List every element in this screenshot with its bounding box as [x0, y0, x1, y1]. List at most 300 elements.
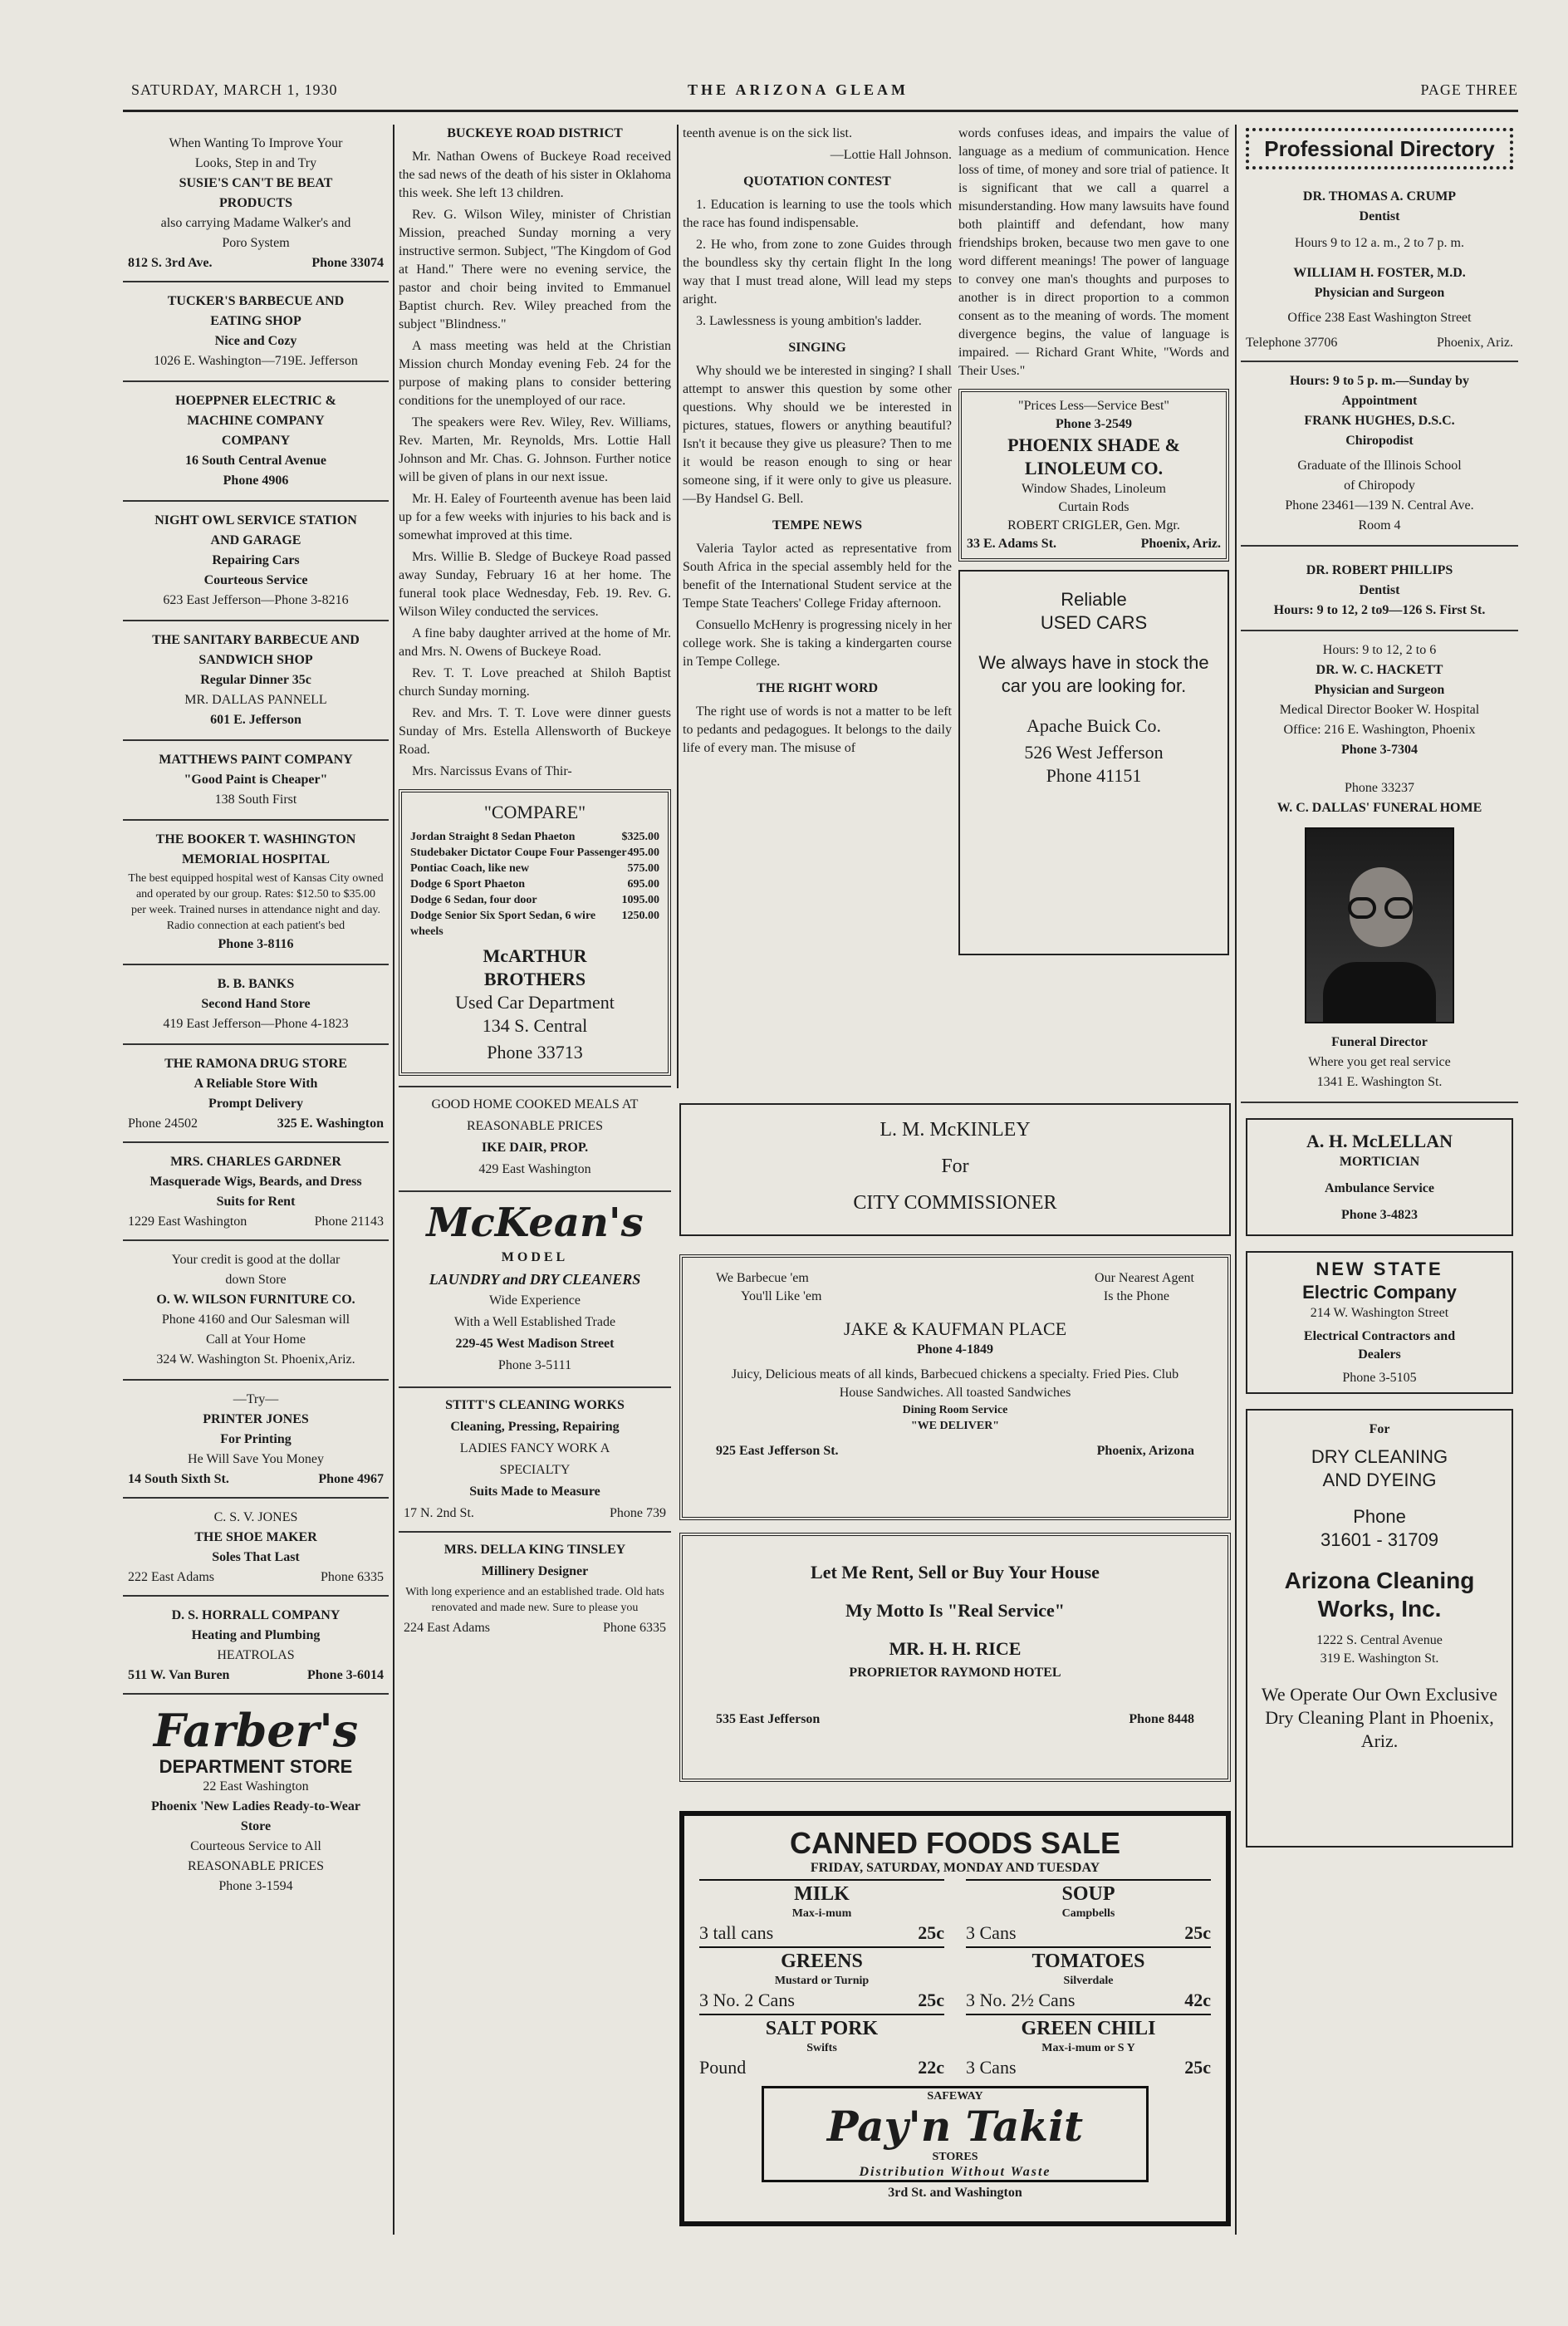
article-paragraph: A mass meeting was held at the Christian Mission church Monday evening Feb. 24 for the purpose of making plans to consider bettering conditions for the unemployed of our race.: [399, 339, 671, 408]
ad-text: Poro System: [222, 236, 290, 250]
page-number: PAGE THREE: [1420, 81, 1518, 98]
ad-text: MODEL: [501, 1250, 569, 1264]
ad-text: MR. DALLAS PANNELL: [184, 693, 327, 707]
car-model: Studebaker Dictator Coupe Four Passenger: [410, 846, 627, 859]
sale-item-qty: 3 No. 2½ Cans: [966, 1990, 1076, 2010]
ad-text: CITY COMMISSIONER: [853, 1192, 1057, 1214]
ad-arizona-cleaning: [1246, 1409, 1513, 1848]
ad-name: MRS. CHARLES GARDNER: [170, 1155, 341, 1169]
sale-item-name: TOMATOES: [1031, 1951, 1145, 1972]
ad-text: LADIES FANCY WORK A: [459, 1441, 610, 1455]
ad-tucker: [123, 282, 389, 382]
car-model: Dodge 6 Sport Phaeton: [410, 878, 526, 891]
ad-text: "Prices Less—Service Best": [1018, 399, 1169, 413]
car-price: $325.00: [621, 831, 659, 843]
mckean-logo: McKean's: [426, 1200, 644, 1246]
listing-hours: Hours 9 to 12 a. m., 2 to 7 p. m.: [1295, 236, 1464, 250]
ad-text: Heating and Plumbing: [191, 1628, 321, 1642]
listing-name: Works, Inc.: [1317, 1596, 1442, 1622]
sale-item-qty: 3 No. 2 Cans: [699, 1990, 795, 2010]
ad-text: Curtain Rods: [1058, 500, 1129, 514]
sale-items: [699, 1879, 1211, 2081]
listing-address: 1222 S. Central Avenue: [1316, 1633, 1443, 1647]
listing-name: DR. THOMAS A. CRUMP: [1302, 189, 1457, 204]
ad-name: MRS. DELLA KING TINSLEY: [443, 1543, 626, 1557]
ad-name: SANDWICH SHOP: [198, 653, 313, 667]
ad-name: THE SANITARY BARBECUE AND: [152, 633, 360, 647]
car-price: 495.00: [627, 846, 659, 859]
ad-address: 16 South Central Avenue: [185, 454, 326, 468]
ad-address: 812 S. 3rd Ave.: [128, 256, 213, 270]
ad-address: 134 S. Central: [482, 1015, 588, 1036]
ad-text: "WE DELIVER": [910, 1420, 1000, 1432]
ad-name: DEPARTMENT STORE: [159, 1756, 353, 1777]
sale-item-price-row: [699, 1921, 944, 1945]
sale-item-qty: 3 tall cans: [699, 1922, 774, 1943]
listing-dallas-funeral: [1241, 769, 1518, 1103]
ad-address: 22 East Washington: [203, 1779, 309, 1794]
ad-address: 419 East Jefferson—Phone 4-1823: [163, 1017, 349, 1031]
ad-horrall: [123, 1597, 389, 1695]
sale-item-brand: Swifts: [806, 2042, 837, 2054]
ad-name: Pay'n Takit: [826, 2102, 1084, 2151]
car-price: 575.00: [627, 862, 659, 875]
sale-item-brand: Max-i-mum: [791, 1907, 852, 1920]
article-byline: —Lottie Hall Johnson.: [830, 148, 952, 162]
car-price-row: [410, 876, 659, 892]
ad-name: MR. H. H. RICE: [889, 1638, 1022, 1659]
ad-address: 1229 East Washington: [128, 1215, 247, 1229]
listing-city: Phoenix, Ariz.: [1437, 336, 1513, 350]
ad-phone: Phone 24502: [128, 1116, 198, 1131]
listing-address: Room 4: [1358, 518, 1401, 532]
ad-text: REASONABLE PRICES: [187, 1859, 325, 1873]
ad-text: Window Shades, Linoleum: [1022, 482, 1166, 496]
car-model: Jordan Straight 8 Sedan Phaeton: [410, 831, 576, 843]
article-paragraph: teenth avenue is on the sick list.: [683, 126, 852, 140]
ad-name: McARTHUR: [483, 945, 587, 966]
ad-name: D. S. HORRALL COMPANY: [171, 1608, 341, 1622]
article-paragraph: 2. He who, from zone to zone Guides through the boundless sky thy certain flight In the long way that I must tread alone, Will lead my steps aright.: [683, 238, 952, 307]
page-header: [123, 81, 1518, 106]
ad-address: 14 South Sixth St.: [128, 1472, 229, 1486]
listing-role: Physician and Surgeon: [1314, 683, 1445, 697]
article-headline: SINGING: [788, 341, 846, 355]
ad-name: AND GARAGE: [210, 533, 301, 547]
listing-text: For: [1369, 1422, 1390, 1436]
sale-item-name: MILK: [794, 1883, 850, 1905]
article-paragraph: 3. Lawlessness is young ambition's ladder.: [696, 314, 922, 328]
ad-address: 526 West Jefferson: [1024, 742, 1164, 763]
ad-text: USED CARS: [1040, 612, 1148, 633]
ad-address: 229-45 West Madison Street: [455, 1337, 615, 1351]
car-price-row: [410, 845, 659, 861]
sale-item-price: 42c: [1184, 1990, 1211, 2010]
ad-text: GOOD HOME COOKED MEALS AT: [431, 1097, 639, 1111]
car-price: 1095.00: [621, 894, 659, 906]
ad-shoemaker: [123, 1499, 389, 1597]
article-paragraph: Mrs. Willie B. Sledge of Buckeye Road passed away Sunday, February 16 at her home. The funeral took place Wednesday, Feb. 19. Rev. G. Wilson Wiley conducted the services.: [399, 550, 671, 619]
sale-item-price: 22c: [918, 2057, 944, 2078]
ad-text: Is the Phone: [1103, 1289, 1169, 1303]
ad-address: 224 East Adams: [404, 1621, 490, 1635]
listing-phone: Phone 33237: [1345, 781, 1414, 795]
ad-stitt: [399, 1388, 671, 1533]
ad-text: down Store: [225, 1273, 287, 1287]
ad-text: FRIDAY, SATURDAY, MONDAY AND TUESDAY: [810, 1861, 1100, 1875]
ad-text: The best equipped hospital west of Kansas City owned and operated by our group. Rates: $12.50 to $35.00 per week. Trained nurses in attendance night and day. Radio connection at each patient's bed: [128, 872, 384, 932]
ad-name: LAUNDRY and DRY CLEANERS: [429, 1271, 641, 1288]
ad-address: 325 E. Washington: [277, 1116, 384, 1131]
ad-text: Millinery Designer: [481, 1564, 589, 1578]
ad-name: PRINTER JONES: [203, 1412, 309, 1426]
ad-name: LINOLEUM CO.: [1024, 458, 1164, 478]
listing-role: Dentist: [1359, 209, 1400, 223]
ad-susie: [123, 125, 389, 282]
listing-text: Electrical Contractors and: [1303, 1329, 1456, 1343]
listing-name: Electric Company: [1302, 1282, 1457, 1303]
sale-item-price: 25c: [1184, 1922, 1211, 1943]
safeway-logo: [762, 2086, 1149, 2182]
sale-item-price-row: [966, 2056, 1211, 2079]
ad-address: 17 N. 2nd St.: [404, 1506, 474, 1520]
listing-name: WILLIAM H. FOSTER, M.D.: [1293, 266, 1466, 280]
listing-address: Office: 216 E. Washington, Phoenix: [1283, 723, 1476, 737]
ad-text: —Try—: [233, 1392, 279, 1406]
article-headline: QUOTATION CONTEST: [743, 174, 891, 189]
listing-hours: Hours: 9 to 12, 2 to9—126 S. First St.: [1273, 603, 1486, 617]
ad-text: We Barbecue 'em: [716, 1271, 809, 1285]
ad-text: Wide Experience: [489, 1293, 581, 1308]
article-paragraph: Valeria Taylor acted as representative from South Africa in the special assembly held for the benefit of the International Student service at the Tempe State Teachers' College Friday afternoon.: [683, 542, 952, 611]
ad-text: Repairing Cars: [212, 553, 300, 567]
ad-text: HEATROLAS: [217, 1648, 295, 1662]
ad-name: PHOENIX SHADE &: [1007, 434, 1180, 455]
article-paragraph: 1. Education is learning to use the tools which the race has found indispensable.: [683, 198, 952, 230]
ad-name: EATING SHOP: [210, 314, 301, 328]
listing-role: Physician and Surgeon: [1314, 286, 1445, 300]
portrait-suit: [1323, 962, 1436, 1022]
ad-address: 33 E. Adams St.: [967, 537, 1057, 551]
listing-text: Medical Director Booker W. Hospital: [1279, 703, 1480, 717]
listing-address: 214 W. Washington Street: [1310, 1306, 1449, 1320]
ad-mckean: [399, 1192, 671, 1388]
listing-text: Dealers: [1358, 1347, 1401, 1362]
column-rule: [1235, 125, 1237, 2235]
listing-phone: Phone 3-5105: [1342, 1371, 1417, 1385]
ad-matthews: [123, 741, 389, 821]
ad-phone: Phone 4906: [223, 474, 289, 488]
ad-name: MACHINE COMPANY: [187, 414, 325, 428]
ad-text: STORES: [932, 2151, 978, 2163]
glasses-icon: [1348, 897, 1376, 919]
funeral-director-photo: [1305, 827, 1454, 1023]
ad-text: You'll Like 'em: [741, 1289, 822, 1303]
car-model: Dodge 6 Sedan, four door: [410, 894, 537, 906]
ad-address: 324 W. Washington St. Phoenix,Ariz.: [156, 1352, 355, 1367]
ad-phone: Phone 3-6014: [307, 1668, 384, 1682]
ad-text: Call at Your Home: [206, 1332, 306, 1347]
ad-mcarthur: [399, 789, 671, 1076]
ad-phone: Phone 739: [610, 1506, 666, 1520]
listing-address: Phone 23461—139 N. Central Ave.: [1285, 498, 1474, 513]
listing-hours: Appointment: [1341, 394, 1418, 408]
ad-text: For Printing: [220, 1432, 292, 1446]
ad-text: For: [941, 1156, 969, 1177]
ad-address: 623 East Jefferson—Phone 3-8216: [163, 593, 349, 607]
listing-name: NEW STATE: [1316, 1259, 1443, 1279]
listing-text: of Chiropody: [1344, 478, 1415, 493]
car-model: Pontiac Coach, like new: [410, 862, 530, 875]
column-news-4: [958, 125, 1229, 955]
sale-item-brand: Silverdale: [1063, 1975, 1114, 1987]
ad-address: 222 East Adams: [128, 1570, 214, 1584]
ad-text: We always have in stock the car you are looking for.: [978, 652, 1209, 696]
ad-phone: Phone 3-2549: [1056, 417, 1132, 431]
sale-item-price: 25c: [1184, 2057, 1211, 2078]
listing-phone: Phone 3-4823: [1341, 1208, 1418, 1222]
article-paragraph: Rev. T. T. Love preached at Shiloh Baptist church Sunday morning.: [399, 666, 671, 699]
ad-address: 601 E. Jefferson: [210, 713, 301, 727]
ad-address: 1026 E. Washington—719E. Jefferson: [154, 354, 358, 368]
sale-item-name: SALT PORK: [765, 2018, 879, 2039]
ad-phone: Phone 3-1594: [218, 1879, 293, 1893]
article-headline: BUCKEYE ROAD DISTRICT: [447, 126, 623, 140]
ad-text: SAFEWAY: [927, 2090, 983, 2103]
car-price-row: [410, 861, 659, 876]
ad-hoeppner: [123, 382, 389, 502]
ad-phone: Phone 6335: [603, 1621, 666, 1635]
article-paragraph: The right use of words is not a matter to be left to pedants and pedagogues. It belongs to the daily life of every man. The misuse of: [683, 704, 952, 755]
sale-item-name: GREEN CHILI: [1021, 2018, 1156, 2039]
sale-item-brand: Campbells: [1061, 1907, 1115, 1920]
ad-mclellan: [1246, 1118, 1513, 1236]
column-directory: [1241, 125, 1518, 1848]
ad-ike-dair: [399, 1086, 671, 1192]
ad-text: With a Well Established Trade: [453, 1315, 616, 1329]
ad-printer-jones: [123, 1381, 389, 1499]
listing-address: 319 E. Washington St.: [1320, 1651, 1439, 1666]
sale-item-qty: 3 Cans: [966, 1922, 1017, 1943]
sale-item-name: GREENS: [781, 1951, 863, 1972]
ad-booker-hospital: [123, 821, 389, 965]
ad-name: BROTHERS: [483, 969, 586, 989]
sale-item: [699, 2014, 944, 2081]
ad-text: "Good Paint is Cheaper": [184, 773, 328, 787]
ad-rice: [679, 1533, 1231, 1782]
article-paragraph: Rev. G. Wilson Wiley, minister of Christian Mission, preached Sunday morning a very instructive sermon. Subject, "The Kingdom of God at Hand." There were no evening service, the pastor and choir being invited to Emmanuel Baptist church. Rev. Wiley preached from the subject "Blindness.": [399, 208, 671, 331]
article-paragraph: A fine baby daughter arrived at the home of Mr. and Mrs. N. Owens of Buckeye Road.: [399, 626, 671, 659]
ad-city: Phoenix, Arizona: [1096, 1444, 1194, 1458]
ad-text: With long experience and an established trade. Old hats renovated and made new. Sure to please you: [405, 1586, 664, 1614]
ad-name: THE RAMONA DRUG STORE: [164, 1057, 347, 1071]
column-rule: [677, 125, 679, 1088]
ad-phone: Phone 21143: [314, 1215, 384, 1229]
listing-hours: Hours: 9 to 5 p. m.—Sunday by: [1289, 374, 1470, 388]
column-ads-1: [123, 125, 389, 1906]
listing-name: Arizona Cleaning: [1284, 1568, 1475, 1593]
ad-text: Prompt Delivery: [208, 1097, 303, 1111]
listing-hours: Hours: 9 to 12, 2 to 6: [1322, 643, 1437, 657]
ad-name: O. W. WILSON FURNITURE CO.: [156, 1293, 355, 1307]
listing-name: DR. ROBERT PHILLIPS: [1306, 563, 1453, 577]
article-paragraph: Consuello McHenry is progressing nicely in her college work. She is taking a kindergarten course in Tempe College.: [683, 618, 952, 669]
ad-text: Masquerade Wigs, Beards, and Dress: [149, 1175, 362, 1189]
ad-headline: CANNED FOODS SALE: [789, 1826, 1121, 1860]
ad-name: IKE DAIR, PROP.: [481, 1141, 589, 1155]
ad-name: L. M. McKINLEY: [880, 1119, 1031, 1141]
ad-name: MEMORIAL HOSPITAL: [182, 852, 330, 866]
ad-name: STITT'S CLEANING WORKS: [445, 1398, 625, 1412]
sale-item-brand: Max-i-mum or S Y: [1041, 2042, 1135, 2054]
article-headline: THE RIGHT WORD: [756, 681, 879, 695]
ad-mckinley: [679, 1103, 1231, 1236]
ad-phone: Phone 3-5111: [497, 1358, 572, 1372]
ad-text: My Motto Is "Real Service": [845, 1600, 1065, 1621]
car-price-row: [410, 908, 659, 940]
listing-address: Office 238 East Washington Street: [1287, 311, 1472, 325]
sale-item-name: SOUP: [1061, 1883, 1115, 1905]
sale-item-price-row: [966, 1989, 1211, 2012]
ad-phone: Phone 4967: [318, 1472, 384, 1486]
ad-address: 535 East Jefferson: [716, 1712, 821, 1726]
listing-name: W. C. DALLAS' FUNERAL HOME: [1276, 801, 1482, 815]
ad-text: PROPRIETOR RAYMOND HOTEL: [849, 1666, 1061, 1680]
ad-text: Distribution Without Waste: [859, 2165, 1051, 2179]
listing-name: DR. W. C. HACKETT: [1316, 663, 1443, 677]
ad-phone: Phone 3-8116: [218, 937, 294, 951]
listing-phone: Telephone 37706: [1246, 336, 1338, 350]
ad-text: Suits Made to Measure: [469, 1484, 600, 1499]
car-price-list: [410, 829, 659, 940]
ad-name: PRODUCTS: [218, 196, 292, 210]
ad-text: Let Me Rent, Sell or Buy Your House: [811, 1562, 1100, 1583]
ad-phone: Phone 41151: [1046, 765, 1142, 786]
ad-text: also carrying Madame Walker's and: [160, 216, 351, 230]
ad-name: JAKE & KAUFMAN PLACE: [843, 1318, 1067, 1339]
article-paragraph: Rev. and Mrs. T. T. Love were dinner guests Sunday of Mrs. Estella Allensworth of Buckeye Road.: [399, 706, 671, 757]
ad-gardner: [123, 1143, 389, 1241]
ad-text: THE SHOE MAKER: [194, 1530, 317, 1544]
listing-role: Chiropodist: [1345, 434, 1414, 448]
directory-title: Professional Directory: [1246, 128, 1513, 169]
issue-date: SATURDAY, MARCH 1, 1930: [131, 81, 338, 98]
ad-ramona: [123, 1045, 389, 1143]
ad-name: NIGHT OWL SERVICE STATION: [154, 513, 357, 528]
sale-item: [966, 2014, 1211, 2081]
sale-item-price-row: [966, 1921, 1211, 1945]
sale-item: [966, 1946, 1211, 2014]
newspaper-title: THE ARIZONA GLEAM: [688, 81, 909, 98]
sale-item-price: 25c: [918, 1922, 944, 1943]
ad-jake-kaufman: [679, 1254, 1231, 1520]
ad-name: HOEPPNER ELECTRIC &: [175, 394, 336, 408]
sale-item: [966, 1879, 1211, 1946]
ad-text: Dining Room Service: [902, 1404, 1008, 1416]
ad-nightowl: [123, 502, 389, 621]
ad-sanitary: [123, 621, 389, 741]
listing-phillips: [1241, 547, 1518, 631]
ad-name: COMPANY: [221, 434, 291, 448]
article-paragraph: Why should we be interested in singing? I shall attempt to answer this question by some other questions. Why should we be interested in pictures, statues, flowers or anything beautiful? Isn't it because they give us pleasure? Then to me it would be reason enough to sing or hear someone sing, if it were only to give us pleasure.—By Handsel G. Bell.: [683, 364, 952, 506]
ad-text: Regular Dinner 35c: [200, 673, 311, 687]
sale-item-qty: Pound: [699, 2057, 747, 2078]
car-price-row: [410, 892, 659, 908]
sale-item-price: 25c: [918, 1990, 944, 2010]
car-price: 1250.00: [621, 910, 659, 922]
sale-item-price-row: [699, 2056, 944, 2079]
ad-phone: Phone 4-1849: [917, 1342, 993, 1357]
glasses-icon: [1384, 897, 1413, 919]
listing-text: AND DYEING: [1322, 1470, 1437, 1490]
listing-text: We Operate Our Own Exclusive Dry Cleaning Plant in Phoenix, Ariz.: [1261, 1684, 1498, 1751]
ad-city: Phoenix, Ariz.: [1140, 537, 1221, 551]
ad-phoenix-shade: [958, 389, 1229, 562]
sale-item-brand: Mustard or Turnip: [774, 1975, 870, 1987]
listing-address: 1341 E. Washington St.: [1316, 1075, 1443, 1089]
ad-text: Phoenix 'New Ladies Ready-to-Wear: [151, 1799, 360, 1813]
sale-item: [699, 1879, 944, 1946]
ad-address: 3rd St. and Washington: [888, 2186, 1022, 2200]
ad-text: Courteous Service to All: [190, 1839, 321, 1853]
ad-wilson: [123, 1241, 389, 1381]
column-rule: [393, 125, 394, 2235]
listing-role: MORTICIAN: [1339, 1155, 1420, 1169]
sale-item-qty: 3 Cans: [966, 2057, 1017, 2078]
ad-text: Our Nearest Agent: [1095, 1271, 1194, 1285]
ad-text: Second Hand Store: [201, 997, 311, 1011]
ad-apache-buick: [958, 570, 1229, 955]
listing-name: A. H. McLELLAN: [1306, 1131, 1453, 1151]
ad-new-state-electric: [1246, 1251, 1513, 1394]
ad-text: ROBERT CRIGLER, Gen. Mgr.: [1007, 518, 1180, 532]
column-news-3: [683, 125, 952, 761]
article-paragraph: The speakers were Rev. Wiley, Rev. Williams, Rev. Marten, Mr. Reynolds, Mrs. Lottie Hall Johnson and Mr. Chas. G. Johnson. Further notice will be given of plans in our next issue.: [399, 415, 671, 484]
ad-text: Courteous Service: [203, 573, 308, 587]
ad-address: 429 East Washington: [478, 1162, 591, 1176]
ad-name: B. B. BANKS: [217, 977, 295, 991]
article-paragraph: Mrs. Narcissus Evans of Thir-: [412, 764, 572, 778]
listing-text: Where you get real service: [1308, 1055, 1451, 1069]
ad-farber: [123, 1695, 389, 1906]
listing-crump: [1241, 178, 1518, 362]
ad-text: Store: [240, 1819, 272, 1833]
ad-text: REASONABLE PRICES: [466, 1119, 604, 1133]
ad-text: Used Car Department: [455, 992, 615, 1013]
listing-hackett: [1241, 631, 1518, 769]
ad-phone: Phone 33713: [487, 1042, 583, 1062]
ad-text: Your credit is good at the dollar: [171, 1253, 341, 1267]
ad-text: A Reliable Store With: [194, 1077, 318, 1091]
listing-text: Ambulance Service: [1325, 1181, 1434, 1195]
ad-text: He Will Save You Money: [188, 1452, 324, 1466]
ad-name: MATTHEWS PAINT COMPANY: [159, 753, 353, 767]
ad-address: 925 East Jefferson St.: [716, 1444, 839, 1458]
ad-text: Looks, Step in and Try: [194, 156, 317, 170]
ad-text: Reliable: [1061, 589, 1127, 610]
ad-tinsley: [399, 1533, 671, 1646]
ad-text: SPECIALTY: [499, 1463, 571, 1477]
header-rule: [123, 110, 1518, 112]
ad-address: 511 W. Van Buren: [128, 1668, 230, 1682]
listing-text: DRY CLEANING: [1311, 1446, 1448, 1467]
ad-phone: Phone 6335: [321, 1570, 384, 1584]
ad-name: C. S. V. JONES: [213, 1510, 298, 1524]
ad-name: Apache Buick Co.: [1027, 715, 1161, 736]
farber-logo: Farber's: [153, 1704, 359, 1757]
ad-headline: "COMPARE": [483, 802, 586, 822]
listing-phone: Phone 3-7304: [1341, 743, 1418, 757]
